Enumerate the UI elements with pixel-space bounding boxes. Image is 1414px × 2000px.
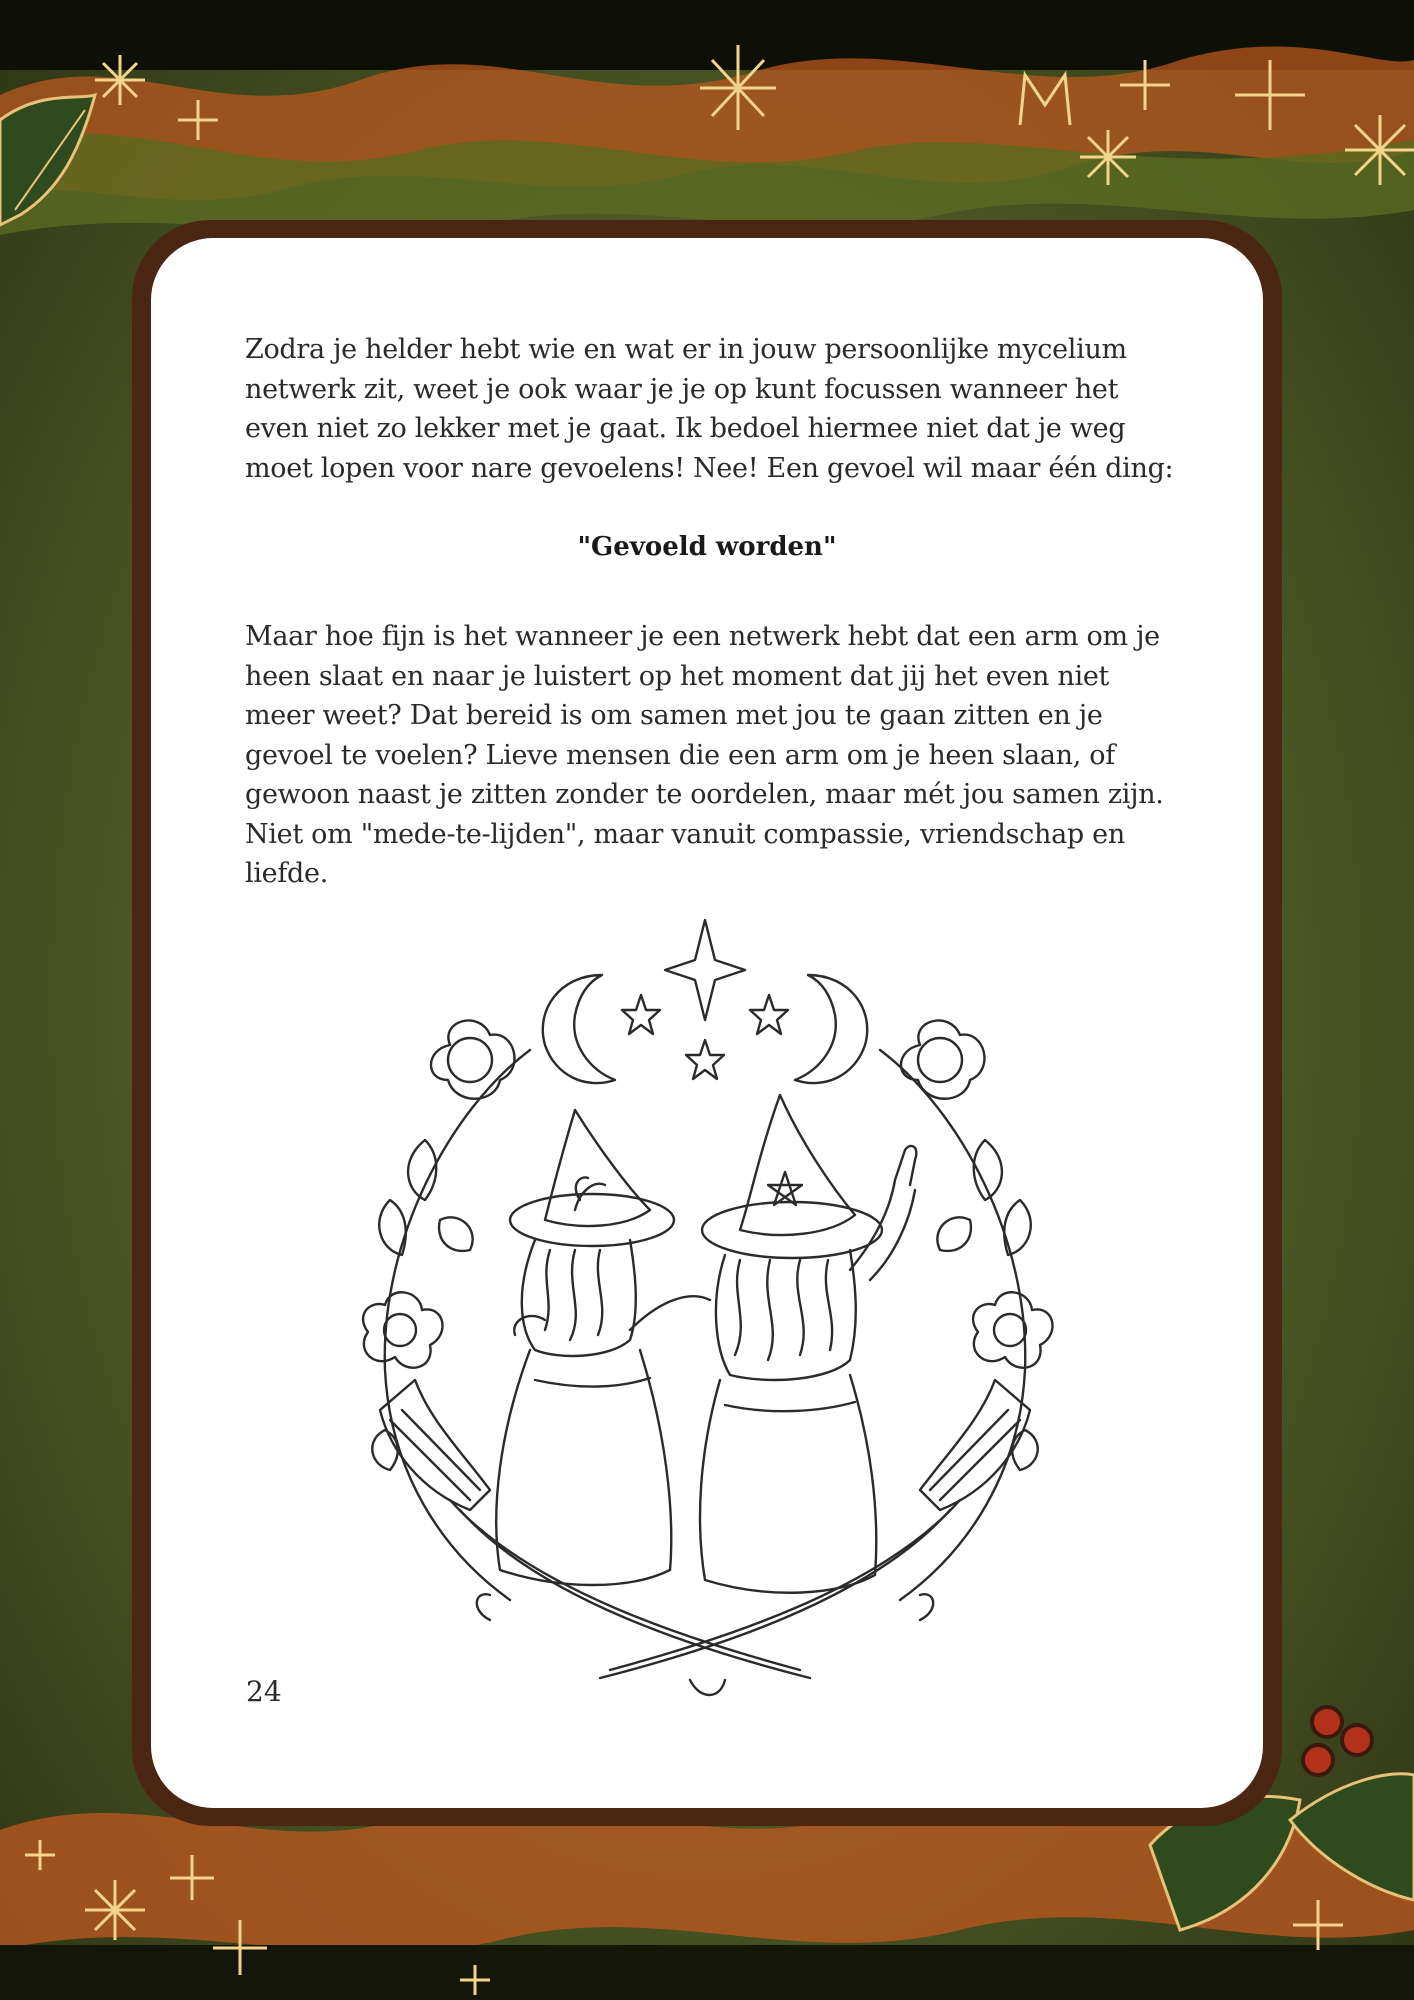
flower-icon [363, 1292, 442, 1367]
big-star-icon [665, 920, 745, 1020]
witches-illustration [330, 910, 1080, 1700]
flower-icon [901, 1021, 984, 1099]
flower-icon [431, 1021, 514, 1099]
witch-hat [545, 1110, 650, 1226]
star-icon [622, 995, 660, 1034]
body-paragraph-2: Maar hoe fijn is het wanneer je een netwerk hebt dat een arm om je heen slaat en naar je luistert op het moment dat jij het even niet meer weet? Dat bereid is om samen met jou te gaan zitten en je gevoel te voelen? Lieve mensen die een arm om je heen slaan, of gewoon naast je zitten zonder te oordelen, maar mét jou samen zijn. Niet om "mede-te-lijden", maar vanuit compassie, vriendschap en liefde. [245, 621, 1164, 889]
witch-hat [740, 1095, 855, 1235]
body-paragraph-1: Zodra je helder hebt wie en wat er in jouw persoonlijke mycelium netwerk zit, weet je ook waar je je op kunt focussen wanneer het even niet zo lekker met je gaat. Ik bedoel hiermee niet dat je weg moet lopen voor nare gevoelens! Nee! Een gevoel wil maar één ding: [245, 334, 1174, 484]
moon-icon [543, 975, 615, 1083]
flower-icon [973, 1292, 1052, 1367]
star-icon [686, 1040, 724, 1079]
pentagram-icon [768, 1172, 802, 1205]
moon-icon [795, 975, 867, 1083]
page-number: 24 [246, 1675, 282, 1708]
star-icon [750, 995, 788, 1034]
quote-heading: "Gevoeld worden" [577, 532, 837, 562]
